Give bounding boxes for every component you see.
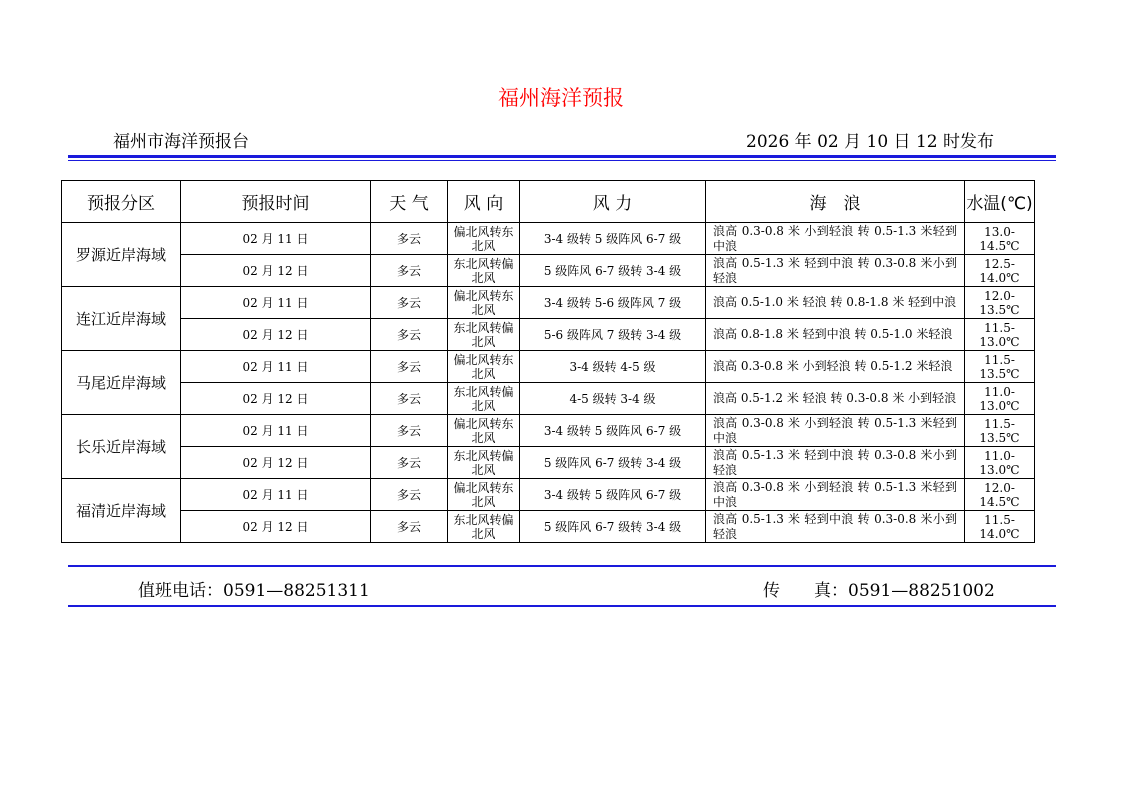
forecast-date: 02 月 12 日: [181, 511, 371, 543]
page-title: 福州海洋预报: [498, 86, 624, 110]
wave-cell: 浪高 0.3-0.8 米 小到轻浪 转 0.5-1.3 米轻到中浪: [706, 479, 965, 511]
wind-force-cell: 3-4 级转 4-5 级: [520, 351, 706, 383]
forecast-date: 02 月 11 日: [181, 287, 371, 319]
wind-force-cell: 5 级阵风 6-7 级转 3-4 级: [520, 447, 706, 479]
region-name: 连江近岸海域: [62, 287, 181, 351]
water-temp-cell: 11.5-13.5℃: [965, 415, 1035, 447]
table-row: [62, 383, 1035, 415]
water-temp-cell: 13.0-14.5℃: [965, 223, 1035, 255]
footer-divider-top: [68, 565, 1056, 567]
issue-date: 2026 年 02 月 10 日 12 时发布: [746, 132, 994, 152]
wind-direction-cell: 偏北风转东北风: [448, 223, 520, 255]
column-header-date: 预报时间: [181, 181, 371, 223]
weather-cell: 多云: [371, 447, 448, 479]
forecast-date: 02 月 11 日: [181, 479, 371, 511]
wind-direction-cell: 偏北风转东北风: [448, 479, 520, 511]
table-row: [62, 255, 1035, 287]
weather-cell: 多云: [371, 511, 448, 543]
water-temp-cell: 11.0-13.0℃: [965, 383, 1035, 415]
duty-phone: 值班电话：0591—88251311: [138, 581, 370, 601]
water-temp-cell: 12.5-14.0℃: [965, 255, 1035, 287]
wave-cell: 浪高 0.3-0.8 米 小到轻浪 转 0.5-1.3 米轻到中浪: [706, 415, 965, 447]
wind-direction-cell: 偏北风转东北风: [448, 287, 520, 319]
wave-cell: 浪高 0.3-0.8 米 小到轻浪 转 0.5-1.3 米轻到中浪: [706, 223, 965, 255]
column-header-region: 预报分区: [62, 181, 181, 223]
wind-direction-cell: 东北风转偏北风: [448, 255, 520, 287]
water-temp-cell: 12.0-14.5℃: [965, 479, 1035, 511]
wave-cell: 浪高 0.8-1.8 米 轻到中浪 转 0.5-1.0 米轻浪: [706, 319, 965, 351]
forecast-date: 02 月 11 日: [181, 223, 371, 255]
table-row: [62, 351, 1035, 383]
water-temp-cell: 11.5-13.0℃: [965, 319, 1035, 351]
wave-cell: 浪高 0.3-0.8 米 小到轻浪 转 0.5-1.2 米轻浪: [706, 351, 965, 383]
wind-force-cell: 3-4 级转 5 级阵风 6-7 级: [520, 479, 706, 511]
wind-direction-cell: 偏北风转东北风: [448, 351, 520, 383]
forecast-table: [61, 180, 1035, 543]
forecast-date: 02 月 12 日: [181, 447, 371, 479]
table-row: [62, 447, 1035, 479]
region-name: 长乐近岸海域: [62, 415, 181, 479]
forecast-date: 02 月 12 日: [181, 319, 371, 351]
region-name: 福清近岸海域: [62, 479, 181, 543]
wind-direction-cell: 东北风转偏北风: [448, 447, 520, 479]
wind-force-cell: 3-4 级转 5 级阵风 6-7 级: [520, 415, 706, 447]
wind-force-cell: 5 级阵风 6-7 级转 3-4 级: [520, 255, 706, 287]
weather-cell: 多云: [371, 415, 448, 447]
weather-cell: 多云: [371, 383, 448, 415]
wave-cell: 浪高 0.5-1.3 米 轻到中浪 转 0.3-0.8 米小到轻浪: [706, 511, 965, 543]
region-name: 罗源近岸海域: [62, 223, 181, 287]
wind-direction-cell: 偏北风转东北风: [448, 415, 520, 447]
wave-cell: 浪高 0.5-1.0 米 轻浪 转 0.8-1.8 米 轻到中浪: [706, 287, 965, 319]
header-divider-thick: [68, 155, 1056, 158]
column-header-water-temp: 水温(℃): [965, 181, 1035, 223]
column-header-wave: 海 浪: [706, 181, 965, 223]
forecast-date: 02 月 12 日: [181, 383, 371, 415]
table-row: [62, 319, 1035, 351]
wind-direction-cell: 东北风转偏北风: [448, 319, 520, 351]
wind-direction-cell: 东北风转偏北风: [448, 383, 520, 415]
table-row: [62, 479, 1035, 511]
wind-direction-cell: 东北风转偏北风: [448, 511, 520, 543]
wind-force-cell: 5-6 级阵风 7 级转 3-4 级: [520, 319, 706, 351]
table-row: [62, 223, 1035, 255]
wind-force-cell: 3-4 级转 5-6 级阵风 7 级: [520, 287, 706, 319]
wind-force-cell: 5 级阵风 6-7 级转 3-4 级: [520, 511, 706, 543]
column-header-weather: 天 气: [371, 181, 448, 223]
water-temp-cell: 11.5-14.0℃: [965, 511, 1035, 543]
weather-cell: 多云: [371, 255, 448, 287]
footer-divider-bottom: [68, 605, 1056, 607]
column-header-wind-direction: 风 向: [448, 181, 520, 223]
table-row: [62, 287, 1035, 319]
table-row: [62, 415, 1035, 447]
forecast-date: 02 月 12 日: [181, 255, 371, 287]
water-temp-cell: 12.0-13.5℃: [965, 287, 1035, 319]
weather-cell: 多云: [371, 223, 448, 255]
weather-cell: 多云: [371, 351, 448, 383]
region-name: 马尾近岸海域: [62, 351, 181, 415]
forecast-date: 02 月 11 日: [181, 415, 371, 447]
table-header-row: [62, 181, 1035, 223]
wave-cell: 浪高 0.5-1.3 米 轻到中浪 转 0.3-0.8 米小到轻浪: [706, 255, 965, 287]
water-temp-cell: 11.5-13.5℃: [965, 351, 1035, 383]
weather-cell: 多云: [371, 479, 448, 511]
weather-cell: 多云: [371, 319, 448, 351]
weather-cell: 多云: [371, 287, 448, 319]
forecast-date: 02 月 11 日: [181, 351, 371, 383]
wave-cell: 浪高 0.5-1.3 米 轻到中浪 转 0.3-0.8 米小到轻浪: [706, 447, 965, 479]
water-temp-cell: 11.0-13.0℃: [965, 447, 1035, 479]
header-divider-thin: [68, 160, 1056, 161]
fax-number: 传 真：0591—88251002: [763, 581, 995, 601]
column-header-wind-force: 风 力: [520, 181, 706, 223]
wave-cell: 浪高 0.5-1.2 米 轻浪 转 0.3-0.8 米 小到轻浪: [706, 383, 965, 415]
table-row: [62, 511, 1035, 543]
wind-force-cell: 4-5 级转 3-4 级: [520, 383, 706, 415]
issuer-name: 福州市海洋预报台: [113, 132, 249, 152]
wind-force-cell: 3-4 级转 5 级阵风 6-7 级: [520, 223, 706, 255]
